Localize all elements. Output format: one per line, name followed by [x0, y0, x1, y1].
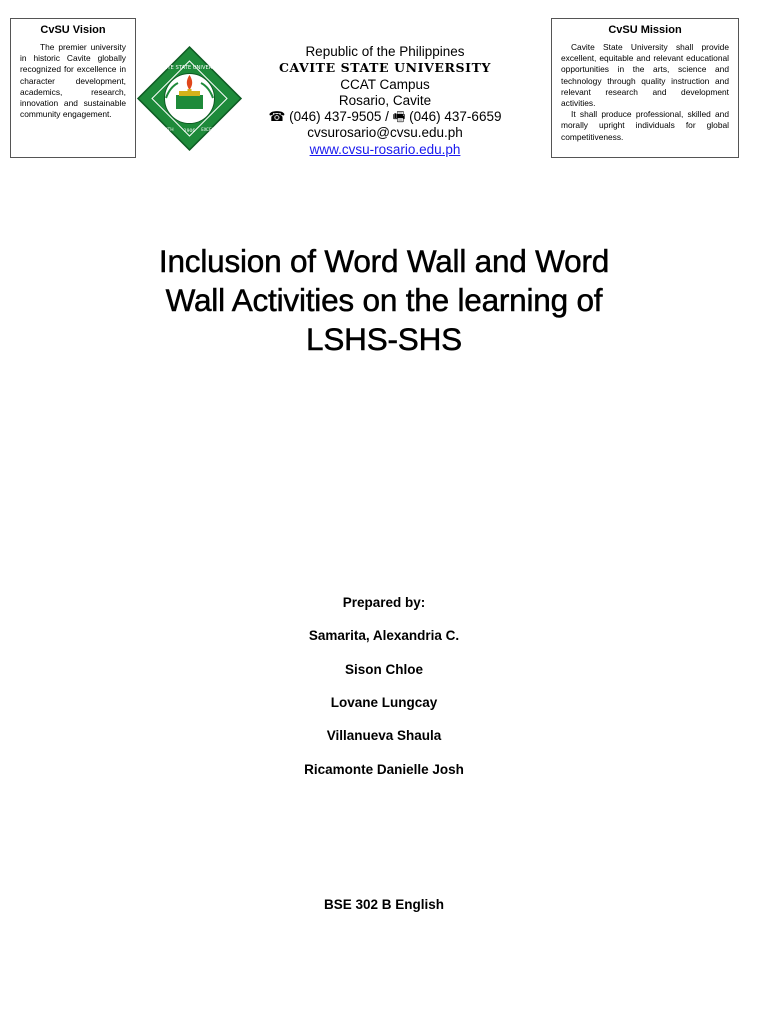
- vision-title: CvSU Vision: [40, 24, 106, 36]
- contact-line: ☎ (046) 437-9505 / 🖷 (046) 437-6659: [268, 109, 502, 125]
- document-title: [84, 242, 684, 359]
- vision-box: [10, 18, 136, 158]
- cvsu-seal-logo: [136, 45, 243, 152]
- author-name: Samarita, Alexandria C.: [308, 628, 460, 643]
- mission-box: [551, 18, 739, 158]
- location-line: Rosario, Cavite: [338, 92, 432, 108]
- letterhead: [240, 44, 530, 158]
- author-name: Villanueva Shaula: [326, 728, 442, 743]
- title-line-3: LSHS-SHS: [306, 321, 462, 357]
- title-line-2: Wall Activities on the learning of: [165, 282, 603, 318]
- prepared-by-label: Prepared by:: [342, 595, 426, 610]
- logo-ring-text-excellence: EXCELLENCE: [201, 127, 227, 132]
- author-name: Sison Chloe: [344, 662, 423, 677]
- author-name: Ricamonte Danielle Josh: [304, 762, 464, 777]
- author-name: Lovane Lungcay: [330, 695, 438, 710]
- campus-line: CCAT Campus: [340, 76, 430, 92]
- vision-text: The premier university in historic Cavite globally recognized for excellence in character development, academics, research, innovation and sustainable community engagement.: [20, 42, 126, 120]
- logo-ring-text-truth: TRUTH: [158, 128, 174, 133]
- website-link[interactable]: www.cvsu-rosario.edu.ph: [309, 141, 461, 157]
- course-label: BSE 302 B English: [323, 897, 445, 912]
- university-name: CAVITE STATE UNIVERSITY: [279, 60, 491, 76]
- logo-ring-text-top: CAVITE STATE UNIVERSITY: [155, 65, 224, 71]
- mission-paragraph-2: It shall produce professional, skilled and morally upright individuals for global competitiveness.: [561, 109, 729, 142]
- republic-line: Republic of the Philippines: [305, 44, 465, 59]
- logo-ring-text-year: 1906: [183, 129, 196, 134]
- mission-paragraph-1: Cavite State University shall provide excellent, equitable and relevant educational opportunities in the arts, science and technology through quality instruction and relevant research and development activities.: [561, 42, 729, 109]
- email-line: cvsurosario@cvsu.edu.ph: [307, 125, 463, 141]
- mission-title: CvSU Mission: [608, 24, 682, 36]
- title-line-1: Inclusion of Word Wall and Word: [158, 243, 610, 279]
